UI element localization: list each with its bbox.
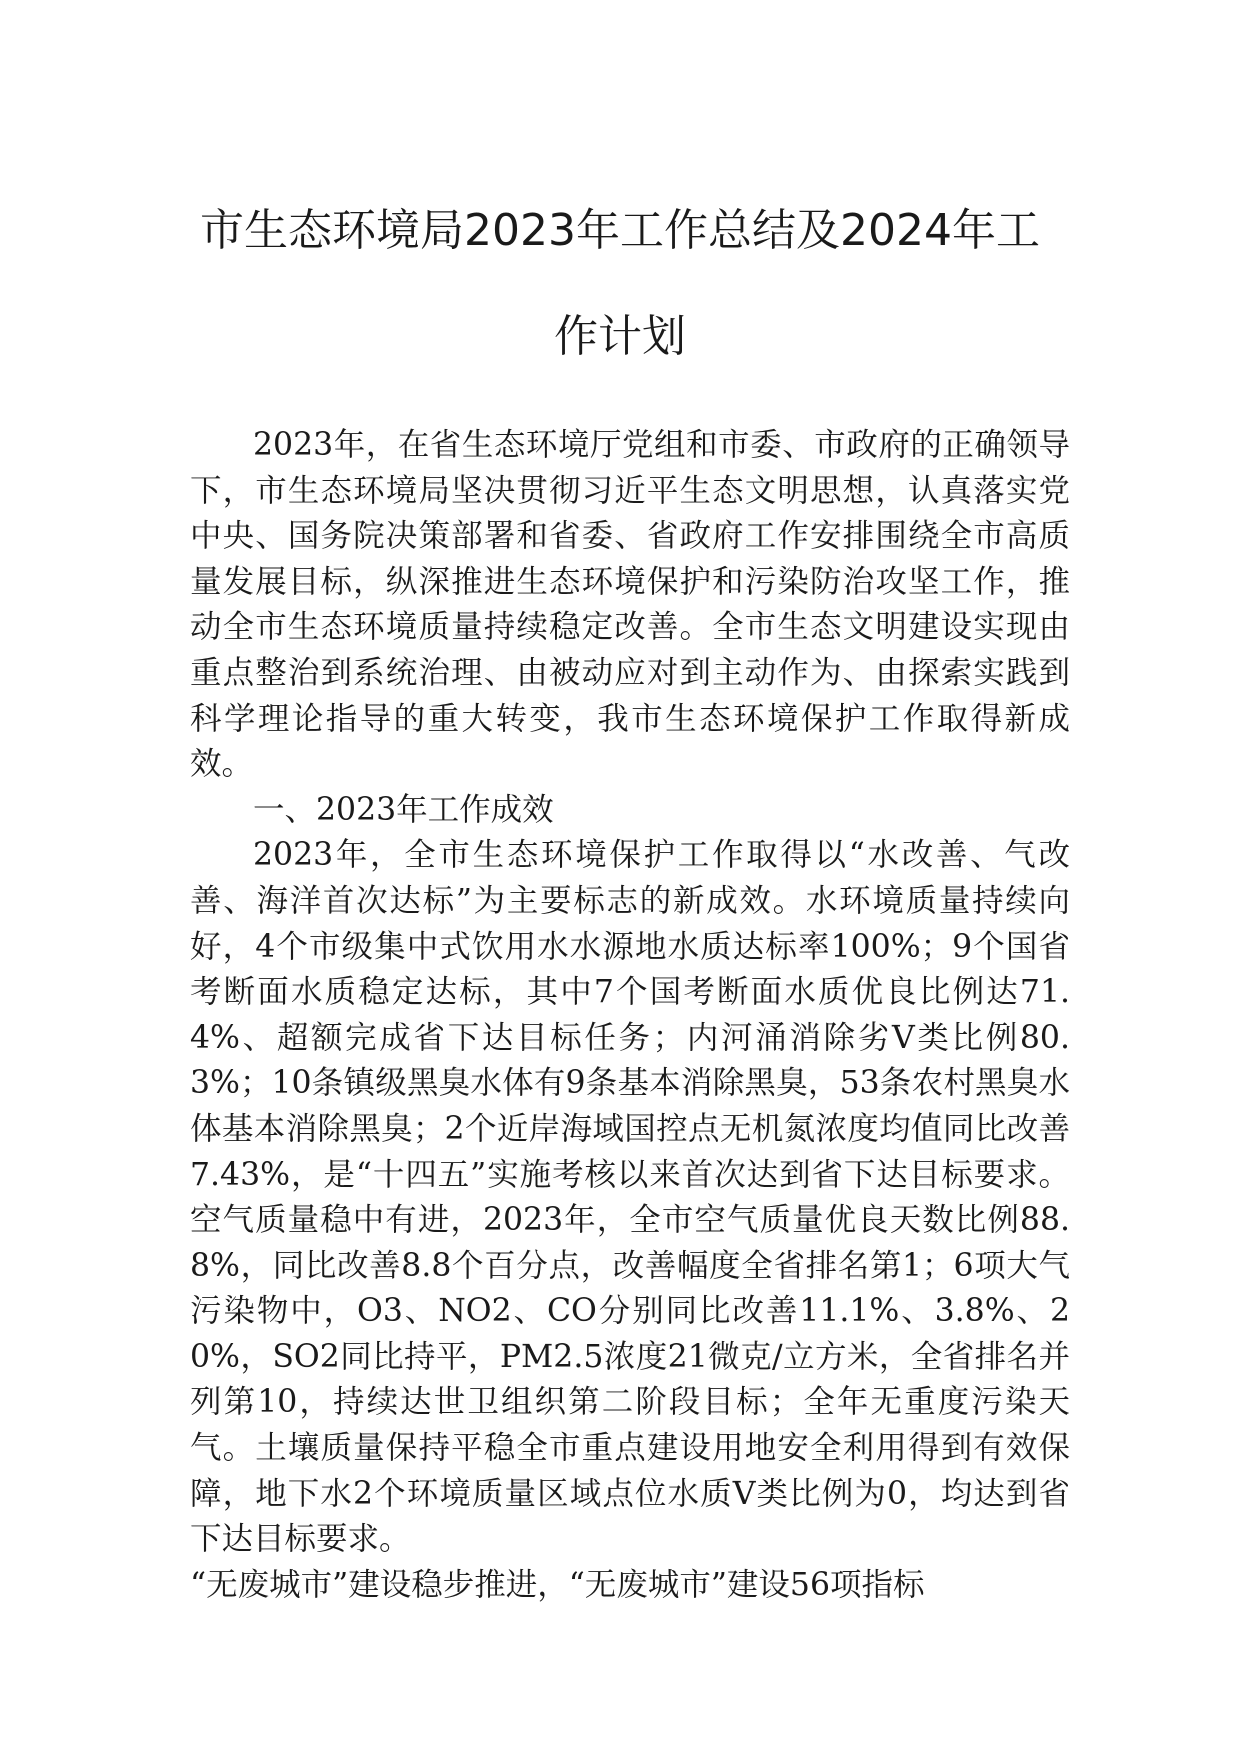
zero-waste-paragraph: “无废城市”建设稳步推进，“无废城市”建设56项指标 xyxy=(190,1566,925,1603)
achievements-paragraph: 2023年，全市生态环境保护工作取得以“水改善、气改善、海洋首次达标”为主要标志的新成效。水环境质量持续向好，4个市级集中式饮用水水源地水质达标率100%；9个国省考断面水质稳定达标，其中7个国考断面水质优良比例达71.4%、超额完成省下达目标任务；内河涌消除劣Ⅴ类比例80.3%；10条镇级黑臭水体有9条基本消除黑臭，53条农村黑臭水体基本消除黑臭；2个近岸海域国控点无机氮浓度均值同比改善7.43%，是“十四五”实施考核以来首次达到省下达目标要求。空气质量稳中有进，2023年，全市空气质量优良天数比例88.8%，同比改善8.8个百分点，改善幅度全省排名第1；6项大气污染物中，O3、NO2、CO分别同比改善11.1%、3.8%、20%，SO2同比持平，PM2.5浓度21微克/立方米，全省排名并列第10，持续达世卫组织第二阶段目标；全年无重度污染天气。土壤质量保持平稳全市重点建设用地安全利用得到有效保障，地下水2个环境质量区域点位水质Ⅴ类比例为0，均达到省下达目标要求。 xyxy=(190,837,1070,1558)
document-body xyxy=(190,423,1070,1608)
intro-paragraph: 2023年，在省生态环境厅党组和市委、市政府的正确领导下，市生态环境局坚决贯彻习近平生态文明思想，认真落实党中央、国务院决策部署和省委、省政府工作安排围绕全市高质量发展目标，纵深推进生态环境保护和污染防治攻坚工作，推动全市生态环境质量持续稳定改善。全市生态文明建设实现由重点整治到系统治理、由被动应对到主动作为、由探索实践到科学理论指导的重大转变，我市生态环境保护工作取得新成效。 xyxy=(190,427,1070,783)
section-heading: 一、2023年工作成效 xyxy=(253,791,554,828)
document-title: 市生态环境局2023年工作总结及2024年工作计划 xyxy=(200,205,1040,362)
